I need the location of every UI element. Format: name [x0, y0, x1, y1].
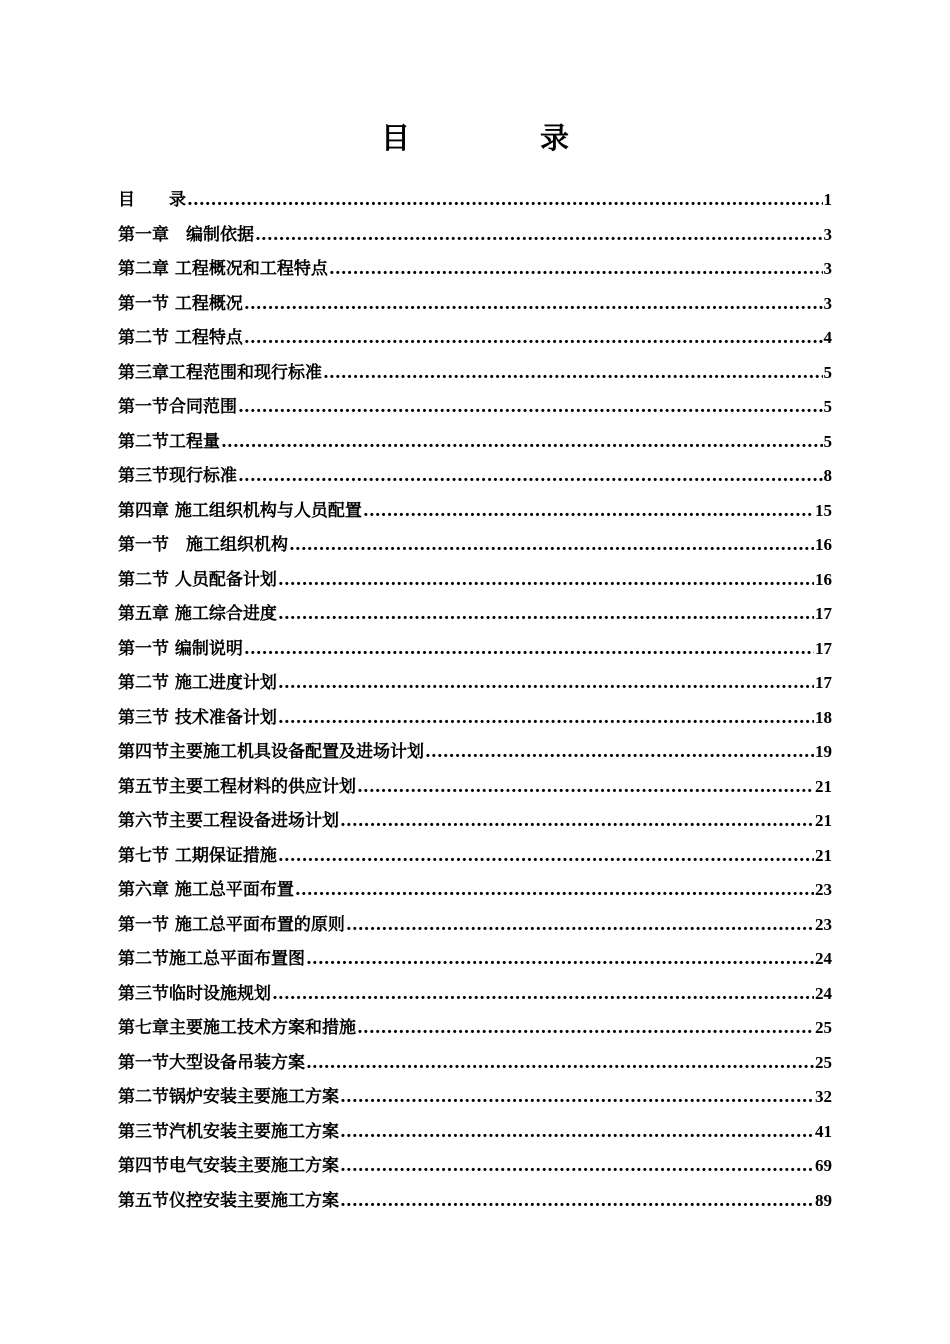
- toc-entry-label: 第一节合同范围: [118, 397, 237, 417]
- toc-entry[interactable]: [118, 1149, 832, 1184]
- toc-entry-page: 16: [815, 569, 832, 589]
- toc-entry[interactable]: [118, 356, 832, 391]
- toc-entry[interactable]: [118, 390, 832, 425]
- toc-entry-label: 第三节临时设施规划: [118, 983, 271, 1004]
- toc-entry[interactable]: [118, 666, 832, 701]
- toc-dot-leader: [255, 218, 823, 253]
- toc-entry[interactable]: [118, 1184, 832, 1219]
- toc-entry-label: 第二章 工程概况和工程特点: [118, 259, 328, 279]
- toc-entry-label: 第二节 人员配备计划: [118, 569, 277, 590]
- toc-entry-page: 19: [815, 742, 832, 761]
- toc-entry-label: 第一节 施工组织机构: [118, 535, 288, 555]
- toc-entry-page: 5: [823, 397, 832, 416]
- toc-dot-leader: [278, 597, 814, 632]
- toc-entry-page: 24: [815, 949, 832, 968]
- toc-entry-label: 第四节主要施工机具设备配置及进场计划: [118, 742, 424, 762]
- toc-entry[interactable]: [118, 804, 832, 839]
- toc-entry-page: 69: [815, 1156, 832, 1175]
- toc-dot-leader: [340, 1115, 814, 1150]
- toc-entry-label: 第二节工程量: [118, 431, 220, 452]
- toc-entry-label: 第五章 施工综合进度: [118, 604, 277, 624]
- toc-entry-page: 41: [815, 1121, 832, 1141]
- toc-dot-leader: [340, 1149, 814, 1184]
- toc-entry-page: 3: [823, 259, 832, 278]
- toc-entry[interactable]: [118, 701, 832, 736]
- toc-entry[interactable]: [118, 218, 832, 253]
- toc-entry-page: 17: [815, 673, 832, 692]
- toc-entry-label: 第四节电气安装主要施工方案: [118, 1156, 339, 1176]
- toc-entry[interactable]: [118, 494, 832, 529]
- toc-list: [118, 183, 832, 1218]
- toc-dot-leader: [329, 252, 823, 287]
- toc-entry-page: 15: [815, 500, 832, 520]
- toc-dot-leader: [323, 356, 823, 391]
- toc-entry-label: 第二节 施工进度计划: [118, 673, 277, 693]
- toc-dot-leader: [363, 494, 814, 529]
- toc-entry[interactable]: [118, 287, 832, 322]
- toc-entry-label: 第一章 编制依据: [118, 224, 254, 245]
- toc-dot-leader: [306, 1046, 814, 1081]
- toc-entry[interactable]: [118, 977, 832, 1012]
- toc-entry-label: 第三节汽机安装主要施工方案: [118, 1121, 339, 1142]
- toc-entry-label: 第一节 编制说明: [118, 638, 243, 659]
- toc-dot-leader: [357, 770, 814, 805]
- toc-entry-label: 第三节现行标准: [118, 466, 237, 486]
- toc-dot-leader: [278, 839, 814, 874]
- toc-entry[interactable]: [118, 459, 832, 494]
- toc-entry[interactable]: [118, 1080, 832, 1115]
- toc-dot-leader: [221, 425, 823, 460]
- toc-entry-label: 第七章主要施工技术方案和措施: [118, 1018, 356, 1038]
- toc-entry-page: 21: [815, 845, 832, 865]
- toc-dot-leader: [346, 908, 814, 943]
- toc-entry[interactable]: [118, 839, 832, 874]
- toc-entry-label: 第一节 工程概况: [118, 293, 243, 314]
- toc-dot-leader: [272, 977, 814, 1012]
- toc-entry-page: 1: [823, 190, 832, 209]
- toc-entry-page: 8: [823, 466, 832, 485]
- toc-entry-label: 第七节 工期保证措施: [118, 845, 277, 866]
- toc-entry-page: 3: [823, 224, 832, 244]
- toc-entry-page: 21: [815, 776, 832, 796]
- toc-entry-page: 21: [815, 811, 832, 830]
- toc-entry[interactable]: [118, 1115, 832, 1150]
- toc-entry[interactable]: [118, 597, 832, 632]
- toc-entry-label: 目 录: [118, 190, 186, 210]
- toc-entry-label: 第一节 施工总平面布置的原则: [118, 914, 345, 935]
- toc-entry-page: 25: [815, 1052, 832, 1072]
- toc-entry-page: 16: [815, 535, 832, 554]
- toc-entry[interactable]: [118, 942, 832, 977]
- toc-entry-page: 17: [815, 604, 832, 623]
- toc-entry-page: 89: [815, 1190, 832, 1210]
- toc-entry[interactable]: [118, 321, 832, 356]
- toc-entry-label: 第三节 技术准备计划: [118, 707, 277, 728]
- toc-entry-page: 5: [823, 362, 832, 382]
- toc-entry[interactable]: [118, 908, 832, 943]
- toc-dot-leader: [357, 1011, 814, 1046]
- toc-entry-page: 4: [823, 328, 832, 347]
- toc-dot-leader: [340, 804, 814, 839]
- toc-entry[interactable]: [118, 183, 832, 218]
- toc-dot-leader: [238, 459, 823, 494]
- toc-entry-page: 18: [815, 707, 832, 727]
- toc-entry-label: 第一节大型设备吊装方案: [118, 1052, 305, 1073]
- toc-dot-leader: [244, 287, 823, 322]
- toc-entry[interactable]: [118, 563, 832, 598]
- toc-dot-leader: [295, 873, 814, 908]
- toc-dot-leader: [187, 183, 823, 218]
- toc-entry-label: 第三章工程范围和现行标准: [118, 362, 322, 383]
- toc-entry-label: 第五节仪控安装主要施工方案: [118, 1190, 339, 1211]
- toc-dot-leader: [244, 632, 814, 667]
- toc-dot-leader: [278, 666, 814, 701]
- toc-entry-page: 17: [815, 638, 832, 658]
- toc-entry-page: 24: [815, 983, 832, 1003]
- toc-entry[interactable]: [118, 528, 832, 563]
- toc-entry-page: 3: [823, 293, 832, 313]
- toc-dot-leader: [340, 1184, 814, 1219]
- toc-entry-page: 25: [815, 1018, 832, 1037]
- toc-entry-page: 5: [823, 431, 832, 451]
- toc-entry-label: 第二节施工总平面布置图: [118, 949, 305, 969]
- toc-entry[interactable]: [118, 770, 832, 805]
- toc-entry-label: 第二节锅炉安装主要施工方案: [118, 1087, 339, 1107]
- toc-entry-page: 32: [815, 1087, 832, 1106]
- toc-entry-page: 23: [815, 880, 832, 899]
- toc-entry[interactable]: [118, 735, 832, 770]
- toc-entry[interactable]: [118, 632, 832, 667]
- toc-entry-label: 第五节主要工程材料的供应计划: [118, 776, 356, 797]
- toc-dot-leader: [238, 390, 823, 425]
- toc-entry[interactable]: [118, 425, 832, 460]
- toc-entry[interactable]: [118, 1046, 832, 1081]
- toc-entry-label: 第六章 施工总平面布置: [118, 880, 294, 900]
- toc-entry[interactable]: [118, 873, 832, 908]
- toc-dot-leader: [244, 321, 823, 356]
- toc-entry-label: 第二节 工程特点: [118, 328, 243, 348]
- toc-dot-leader: [306, 942, 814, 977]
- toc-dot-leader: [278, 701, 814, 736]
- toc-entry-label: 第四章 施工组织机构与人员配置: [118, 500, 362, 521]
- toc-dot-leader: [425, 735, 814, 770]
- toc-dot-leader: [278, 563, 814, 598]
- toc-entry-label: 第六节主要工程设备进场计划: [118, 811, 339, 831]
- toc-entry[interactable]: [118, 252, 832, 287]
- toc-entry-page: 23: [815, 914, 832, 934]
- toc-dot-leader: [340, 1080, 814, 1115]
- toc-dot-leader: [289, 528, 814, 563]
- toc-title: 目 录: [380, 121, 630, 155]
- toc-entry[interactable]: [118, 1011, 832, 1046]
